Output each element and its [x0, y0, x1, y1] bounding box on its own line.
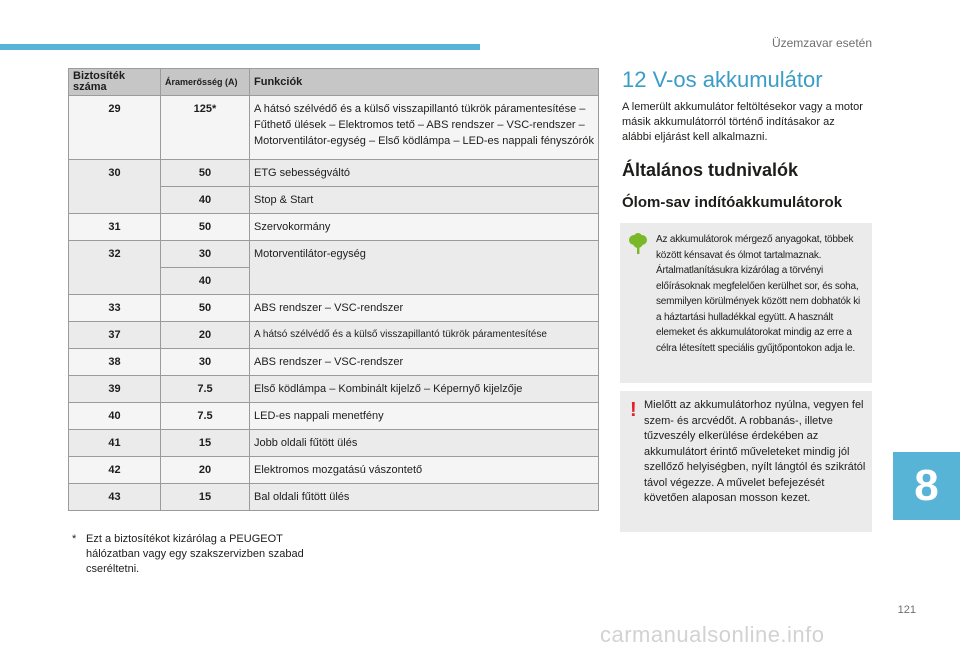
eco-note-text: Az akkumulátorok mérgező anyagokat, többek között kénsavat és ólmot tartalmaznak. Ártalmatlanításukra kizárólag a törvényi előírásoknak megfelelően kerülhet sor, és soha, semmilyen körülmények között nem dobhatók ki a háztartási hulladékkal együtt. A használt elemeket és akkumulátorokat mindig az erre a célra létesített speciális gyűjtőpontokon adja le.	[656, 234, 861, 354]
table-row	[69, 349, 599, 376]
table-header-row	[69, 69, 599, 96]
table-row	[69, 295, 599, 322]
fuse-function: A hátsó szélvédő és a külső visszapillantó tükrök páramentesítése – Fűthető ülések – Elektromos tető – ABS rendszer – VSC-rendszer – Motorventilátor-egység – Első ködlámpa – LED-es nappali fényszórók	[250, 96, 599, 160]
chapter-tab: 8	[893, 452, 960, 520]
fuse-amperage: 7.5	[161, 376, 250, 403]
warning-text: Mielőtt az akkumulátorhoz nyúlna, vegyen fel szem- és arcvédőt. A robbanás-, illetve tűzveszély elkerülése érdekében az akkumulátort érintő műveleteket mindig jól szellőző helyiségben, nyílt lángtól és szikrától távol végezze. A művelet befejezését követően alaposan mosson kezet.	[644, 399, 866, 504]
table-row	[69, 457, 599, 484]
fuse-amperage: 50	[161, 214, 250, 241]
fuse-amperage: 50	[161, 295, 250, 322]
section-heading: Általános tudnivalók	[622, 160, 799, 180]
fuse-amperage: 40	[161, 268, 250, 295]
fuse-function: A hátsó szélvédő és a külső visszapillantó tükrök páramentesítése	[250, 322, 599, 349]
top-accent-bar	[0, 44, 480, 50]
watermark: carmanualsonline.info	[600, 622, 825, 647]
table-row	[69, 484, 599, 511]
fuse-amperage: 15	[161, 484, 250, 511]
table-row	[69, 241, 599, 268]
fuse-function: Első ködlámpa – Kombinált kijelző – Képernyő kijelzője	[250, 376, 599, 403]
table-row	[69, 160, 599, 187]
intro-paragraph: A lemerült akkumulátor feltöltésekor vagy a motor másik akkumulátorról történő indításakor az alábbi eljárást kell alkalmazni.	[622, 101, 863, 143]
table-row	[69, 322, 599, 349]
table-row	[69, 96, 599, 160]
fuse-number: 39	[69, 376, 161, 403]
warning-box	[620, 391, 872, 532]
fuse-function: LED-es nappali menetfény	[250, 403, 599, 430]
fuse-number: 42	[69, 457, 161, 484]
fuse-amperage: 20	[161, 457, 250, 484]
page-title: 12 V-os akkumulátor	[622, 67, 823, 92]
footnote-marker: *	[72, 533, 77, 545]
fuse-function: Stop & Start	[250, 187, 599, 214]
fuse-function: Jobb oldali fűtött ülés	[250, 430, 599, 457]
exclamation-icon: !	[630, 399, 637, 421]
fuse-amperage: 125*	[161, 96, 250, 160]
fuse-function: ABS rendszer – VSC-rendszer	[250, 295, 599, 322]
fuse-function: ABS rendszer – VSC-rendszer	[250, 349, 599, 376]
fuse-amperage: 30	[161, 349, 250, 376]
footnote	[72, 532, 322, 577]
table-row	[69, 376, 599, 403]
fuse-number: 38	[69, 349, 161, 376]
fuse-number: 40	[69, 403, 161, 430]
section-header: Üzemzavar esetén	[771, 36, 872, 50]
fuse-function: Elektromos mozgatású vászontető	[250, 457, 599, 484]
eco-info-box	[620, 223, 872, 383]
fuse-number: 29	[69, 96, 161, 160]
fuse-amperage: 30	[161, 241, 250, 268]
fuse-function: ETG sebességváltó	[250, 160, 599, 187]
fuse-number: 37	[69, 322, 161, 349]
table-row	[69, 403, 599, 430]
fuse-amperage: 50	[161, 160, 250, 187]
fuse-function: Bal oldali fűtött ülés	[250, 484, 599, 511]
table-row	[69, 214, 599, 241]
fuse-number: 33	[69, 295, 161, 322]
fuse-number: 32	[69, 241, 161, 295]
fuse-number: 30	[69, 160, 161, 214]
fuse-amperage: 20	[161, 322, 250, 349]
fuse-amperage: 7.5	[161, 403, 250, 430]
fuse-table	[68, 68, 599, 511]
fuse-function: Szervokormány	[250, 214, 599, 241]
header-functions: Funkciók	[250, 69, 599, 96]
fuse-number: 31	[69, 214, 161, 241]
fuse-number: 41	[69, 430, 161, 457]
header-fuse: Biztosíték száma	[69, 69, 161, 96]
fuse-number: 43	[69, 484, 161, 511]
footnote-text: Ezt a biztosítékot kizárólag a PEUGEOT hálózatban vagy egy szakszervizben szabad cseréltetni.	[86, 533, 304, 575]
fuse-function: Motorventilátor-egység	[250, 241, 599, 295]
subsection-heading: Ólom-sav indítóakkumulátorok	[622, 194, 843, 211]
page-number: 121	[897, 604, 916, 616]
header-amperage: Áramerősség (A)	[161, 69, 250, 96]
fuse-amperage: 15	[161, 430, 250, 457]
tree-icon	[628, 233, 648, 255]
fuse-amperage: 40	[161, 187, 250, 214]
table-row	[69, 430, 599, 457]
